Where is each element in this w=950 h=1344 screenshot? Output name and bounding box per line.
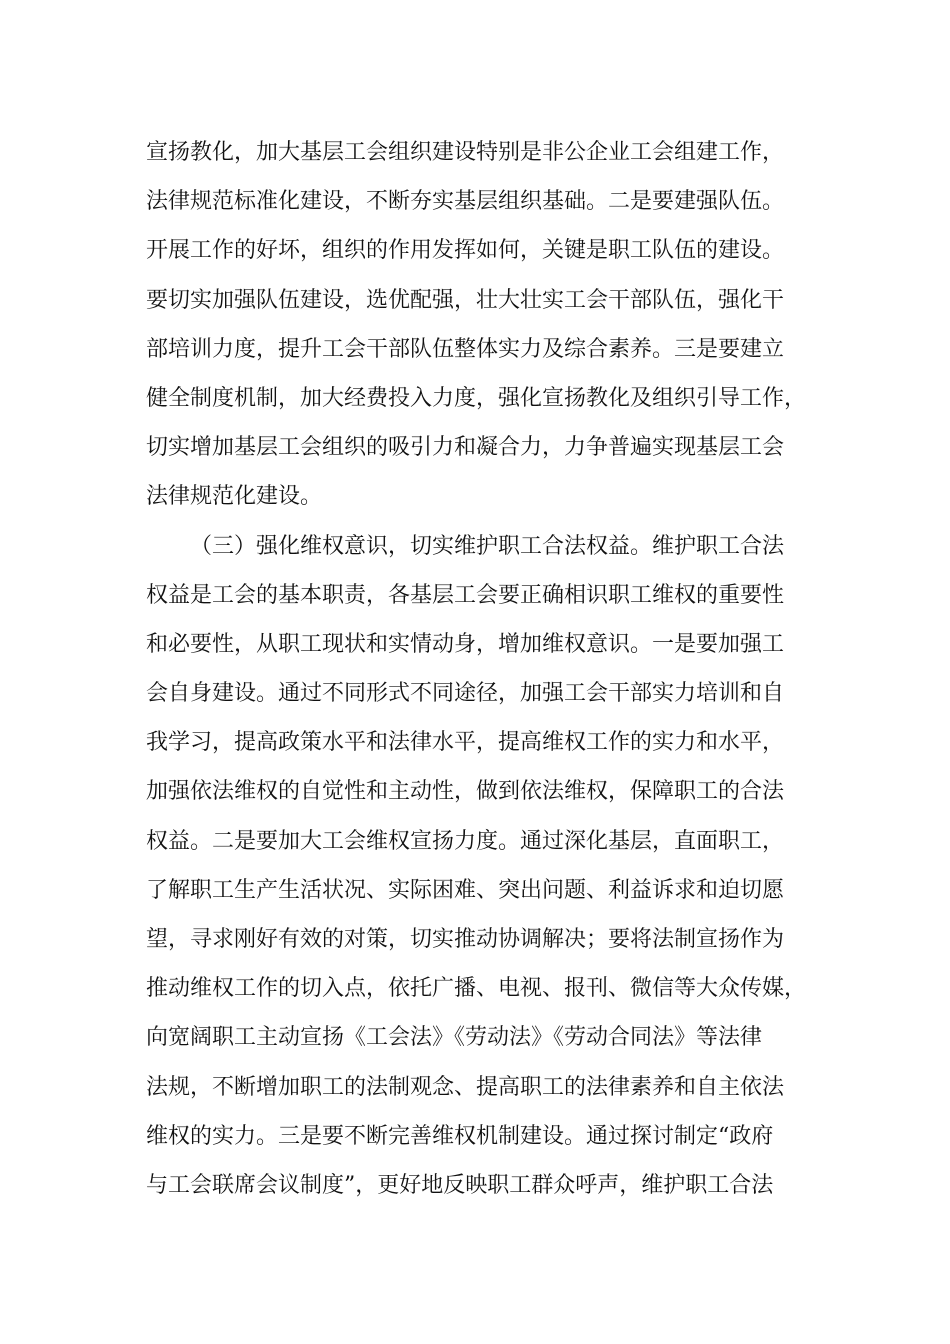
text-line: 了解职工生产生活状况、实际困难、突出问题、利益诉求和迫切愿: [146, 877, 785, 903]
text-line: 权益是工会的基本职责，各基层工会要正确相识职工维权的重要性: [146, 582, 785, 608]
text-line: 望，寻求刚好有效的对策，切实推动协调解决；要将法制宣扬作为: [146, 927, 785, 952]
text-line: 法律规范标准化建设，不断夯实基层组织基础。二是要建强队伍。: [146, 189, 785, 215]
text-line: 会自身建设。通过不同形式不同途径，加强工会干部实力培训和自: [146, 681, 785, 707]
text-line: 我学习，提高政策水平和法律水平，提高维权工作的实力和水平，: [146, 730, 785, 756]
section-heading-line: （三）强化维权意识，切实维护职工合法权益。维护职工合法: [190, 533, 785, 559]
text-line: 向宽阔职工主动宣扬《工会法》《劳动法》《劳动合同法》等法律: [146, 1025, 763, 1051]
text-line: 权益。二是要加大工会维权宣扬力度。通过深化基层，直面职工，: [146, 828, 785, 854]
text-line: 健全制度机制，加大经费投入力度，强化宣扬教化及组织引导工作，: [146, 385, 807, 411]
text-line: 部培训力度，提升工会干部队伍整体实力及综合素养。三是要建立: [146, 336, 785, 362]
text-line: 宣扬教化，加大基层工会组织建设特别是非公企业工会组建工作，: [146, 140, 785, 165]
document-body: [146, 128, 826, 1210]
text-line: 法规，不断增加职工的法制观念、提高职工的法律素养和自主依法: [146, 1074, 785, 1100]
text-line: 切实增加基层工会组织的吸引力和凝合力，力争普遍实现基层工会: [146, 435, 785, 461]
text-line: 要切实加强队伍建设，选优配强，壮大壮实工会干部队伍，强化干: [146, 287, 785, 313]
text-line: 法律规范化建设。: [146, 484, 323, 510]
text-line: 与工会联席会议制度”，更好地反映职工群众呼声，维护职工合法: [146, 1172, 774, 1198]
text-line: 加强依法维权的自觉性和主动性，做到依法维权，保障职工的合法: [146, 779, 785, 805]
text-line: 开展工作的好坏，组织的作用发挥如何，关键是职工队伍的建设。: [146, 238, 785, 264]
text-line: 和必要性，从职工现状和实情动身，增加维权意识。一是要加强工: [146, 631, 785, 657]
text-line: 维权的实力。三是要不断完善维权机制建设。通过探讨制定“政府: [146, 1123, 774, 1149]
text-line: 推动维权工作的切入点，依托广播、电视、报刊、微信等大众传媒，: [146, 976, 807, 1002]
